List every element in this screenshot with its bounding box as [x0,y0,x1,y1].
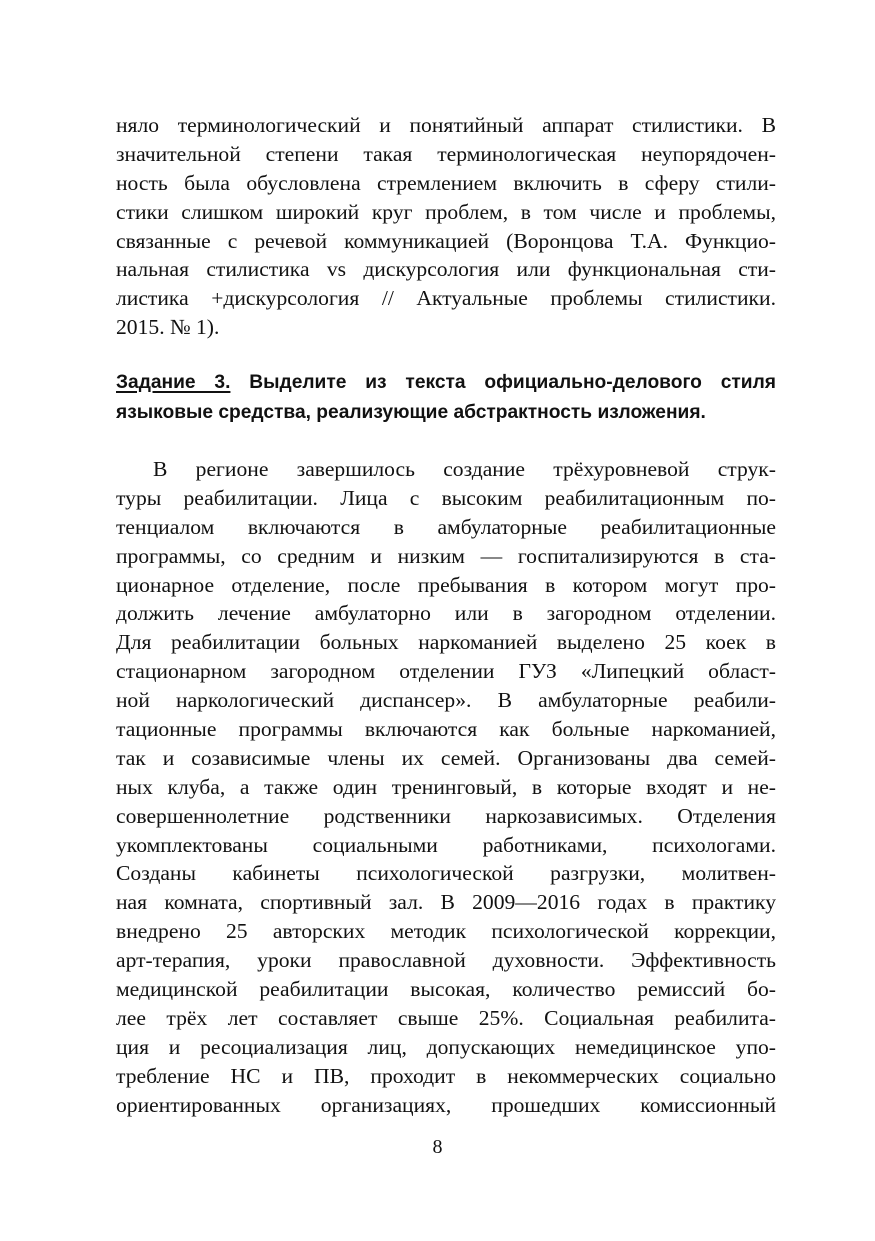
task-instruction-part: Выделите из текста официально-делового стиля [230,372,776,393]
main-line: медицинской реабилитации высокая, количество ремиссий бо- [116,977,776,1002]
intro-line: связанные с речевой коммуникацией (Воронцова Т.А. Функцио- [116,228,776,253]
main-line: ная комната, спортивный зал. В 2009—2016 годах в практику [116,890,776,915]
main-line: программы, со средним и низким — госпитализируются в ста- [116,543,776,568]
task-label: Задание 3. [116,372,231,393]
main-line: внедрено 25 авторских методик психологической коррекции, [116,919,776,944]
main-line: арт-терапия, уроки православной духовности. Эффективность [116,948,776,973]
intro-paragraph [116,111,776,342]
main-line: ных клуба, а также один тренинговый, в которые входят и не- [116,774,776,799]
intro-line: стики слишком широкий круг проблем, в том числе и проблемы, [116,199,776,224]
task-heading-line [116,368,776,398]
main-line: лее трёх лет составляет свыше 25%. Социальная реабилита- [116,1005,776,1030]
intro-line: значительной степени такая терминологическая неупорядочен- [116,141,776,166]
task-heading-line: языковые средства, реализующие абстрактность изложения. [116,402,706,423]
main-line: ориентированных организациях, прошедших комиссионный [116,1092,776,1117]
page-number: 8 [432,1136,443,1158]
main-line: требление НС и ПВ, проходит в некоммерческих социально [116,1063,776,1088]
main-line: ной наркологический диспансер». В амбулаторные реабили- [116,688,776,713]
intro-line: нальная стилистика vs дискурсология или функциональная сти- [116,257,776,282]
task-heading [116,368,776,428]
main-paragraph [116,455,776,1119]
main-line: В регионе завершилось создание трёхуровневой струк- [153,457,776,481]
main-line: укомплектованы социальными работниками, психологами. [116,832,776,857]
main-line: должить лечение амбулаторно или в загородном отделении. [116,601,776,626]
intro-line: няло терминологический и понятийный аппарат стилистики. В [116,113,776,137]
intro-line: листика +дискурсология // Актуальные проблемы стилистики. [116,286,776,311]
intro-line: 2015. № 1). [116,315,220,340]
main-line: Для реабилитации больных наркоманией выделено 25 коек в [116,630,776,655]
main-line: стационарном загородном отделении ГУЗ «Липецкий област- [116,659,776,684]
main-line: ционарное отделение, после пребывания в котором могут про- [116,572,776,597]
main-line: тационные программы включаются как больные наркоманией, [116,717,776,742]
main-line: так и созависимые члены их семей. Организованы два семей- [116,745,776,770]
main-line: совершеннолетние родственники наркозависимых. Отделения [116,803,776,828]
main-line: тенциалом включаются в амбулаторные реабилитационные [116,514,776,539]
main-line: туры реабилитации. Лица с высоким реабилитационным по- [116,485,776,510]
main-line: ция и ресоциализация лиц, допускающих немедицинское упо- [116,1034,776,1059]
main-line: Созданы кабинеты психологической разгрузки, молитвен- [116,861,776,886]
intro-line: ность была обусловлена стремлением включить в сферу стили- [116,170,776,195]
